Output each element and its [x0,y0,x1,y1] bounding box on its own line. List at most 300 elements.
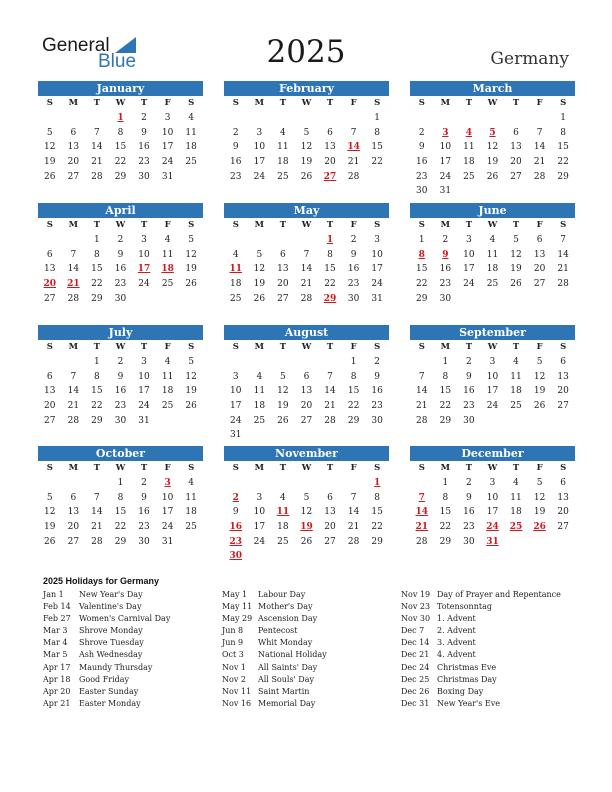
day-cell: 19 [277,401,289,412]
weekday-label: S [418,342,425,352]
day-cell: 10 [463,249,475,260]
day-cell: 14 [300,264,313,275]
weekday-label: M [254,463,265,473]
holiday-date: Mar 4 [43,638,68,648]
empty-day-cell [457,111,481,126]
weekday-label: T [512,342,520,352]
weekday-label: S [232,342,239,352]
day-cell: 10 [486,371,499,382]
holiday-name: National Holiday [258,650,327,660]
day-cell: 28 [347,171,360,182]
day-cell: 1 [560,113,567,123]
day-cell: 4 [256,371,263,382]
holiday-day-cell: 3 [442,127,449,138]
day-cell: 12 [300,507,313,518]
day-cell: 23 [138,522,150,533]
day-cell: 10 [253,142,266,153]
month-april [38,203,203,306]
day-cell: 15 [371,142,383,153]
day-cell: 19 [533,507,546,518]
day-cell: 2 [117,235,124,245]
day-cell: 8 [374,492,381,503]
day-cell: 6 [70,492,77,503]
day-cell: 20 [300,401,313,412]
day-cell: 5 [188,357,195,367]
holiday-entry [401,663,561,675]
day-cell: 5 [303,127,310,138]
day-cell: 24 [161,157,174,168]
weekday-label: S [188,98,195,108]
day-cell: 31 [371,293,383,304]
weekday-label: T [512,98,520,108]
day-cell: 27 [557,401,569,412]
day-cell: 23 [416,171,428,182]
weekday-label: S [232,98,239,108]
holiday-day-cell: 16 [229,522,243,533]
day-cell: 15 [114,142,127,153]
weekday-label: S [374,463,381,473]
month-days-grid [38,96,203,184]
day-cell: 27 [44,415,56,426]
empty-day-cell [224,111,248,126]
holiday-entry [222,590,327,602]
month-days-grid [410,340,575,428]
day-cell: 10 [439,142,452,153]
day-cell: 20 [533,264,546,275]
holiday-entry [43,663,170,675]
holiday-name: Valentine's Day [79,602,142,612]
day-cell: 4 [280,127,286,138]
month-header: November [224,446,389,461]
holiday-entry [401,614,561,626]
day-cell: 29 [439,536,452,547]
day-cell: 10 [371,249,383,260]
month-november [224,446,389,564]
weekday-label: F [536,220,543,230]
day-cell: 8 [94,249,100,260]
weekday-label: T [326,342,334,352]
day-cell: 21 [557,264,569,275]
day-cell: 26 [44,536,56,547]
empty-day-cell [295,476,319,491]
day-cell: 29 [439,415,452,426]
day-cell: 31 [161,171,174,182]
day-cell: 18 [185,507,197,518]
weekday-label: W [487,98,498,108]
day-cell: 12 [533,492,546,503]
day-cell: 4 [513,478,519,488]
empty-day-cell [248,355,272,370]
weekday-label: M [254,98,265,108]
empty-day-cell [504,111,528,126]
day-cell: 20 [67,157,80,168]
holiday-day-cell: 19 [300,522,313,533]
day-cell: 21 [416,401,428,412]
day-cell: 10 [138,371,150,382]
day-cell: 15 [347,386,360,397]
holiday-date: Dec 21 [401,650,430,660]
empty-day-cell [248,233,272,248]
month-july [38,325,203,428]
day-cell: 25 [463,171,475,182]
month-march [410,81,575,199]
weekday-label: M [254,342,265,352]
month-header: February [224,81,389,96]
month-days-grid [38,340,203,428]
day-cell: 5 [46,127,53,138]
holiday-column [401,590,561,711]
day-cell: 24 [253,536,266,547]
day-cell: 25 [230,293,242,304]
day-cell: 7 [418,371,425,382]
day-cell: 25 [161,401,174,412]
holiday-entry [43,638,170,650]
holiday-date: Nov 11 [222,686,252,696]
weekday-label: W [487,463,498,473]
day-cell: 30 [439,293,452,304]
day-cell: 3 [489,478,496,488]
day-cell: 7 [536,127,543,138]
holiday-date: May 1 [222,590,248,599]
day-cell: 14 [533,142,546,153]
day-cell: 8 [350,371,357,382]
holiday-day-cell: 1 [326,235,334,245]
holiday-name: Labour Day [258,590,306,599]
day-cell: 2 [141,113,147,123]
holiday-date: Mar 5 [43,650,68,660]
day-cell: 7 [94,492,100,503]
holiday-date: Apr 21 [43,698,71,708]
day-cell: 9 [232,507,239,518]
holiday-name: New Year's Eve [437,698,500,708]
holiday-date: Apr 18 [43,674,71,684]
day-cell: 11 [161,249,174,260]
day-cell: 18 [277,157,289,168]
weekday-label: W [115,220,126,230]
day-cell: 26 [486,171,499,182]
weekday-label: S [188,342,195,352]
day-cell: 22 [91,279,103,290]
day-cell: 2 [232,127,239,138]
day-cell: 3 [466,235,472,245]
day-cell: 1 [350,357,357,367]
day-cell: 16 [463,507,475,518]
empty-day-cell [271,355,295,370]
empty-day-cell [410,476,434,491]
day-cell: 5 [280,371,286,382]
day-cell: 13 [557,371,569,382]
month-october [38,446,203,549]
month-header: October [38,446,203,461]
day-cell: 6 [280,249,286,260]
day-cell: 23 [230,171,242,182]
day-cell: 18 [277,522,289,533]
weekday-label: T [140,98,148,108]
holiday-name: Easter Sunday [79,686,139,696]
holiday-entry [43,614,170,626]
day-cell: 12 [185,249,197,260]
weekday-label: F [350,98,357,108]
empty-day-cell [62,476,86,491]
day-cell: 4 [188,478,195,488]
holiday-day-cell: 26 [533,522,546,533]
day-cell: 1 [442,357,449,367]
holiday-date: Dec 7 [401,626,425,636]
weekday-label: T [140,342,148,352]
day-cell: 15 [114,507,127,518]
day-cell: 19 [486,157,499,168]
weekday-label: S [232,463,239,473]
day-cell: 4 [489,235,496,245]
day-cell: 27 [510,171,522,182]
day-cell: 26 [510,279,522,290]
weekday-label: F [164,220,171,230]
holiday-entry [43,590,170,602]
holiday-entry [43,650,170,662]
day-cell: 26 [185,279,197,290]
day-cell: 16 [416,157,428,168]
weekday-label: W [115,98,126,108]
weekday-label: S [232,220,239,230]
weekday-label: M [254,220,265,230]
day-cell: 31 [161,536,174,547]
day-cell: 24 [138,401,150,412]
holiday-name: 3. Advent [437,638,476,648]
day-cell: 21 [533,157,546,168]
day-cell: 17 [371,264,383,275]
day-cell: 23 [463,401,475,412]
weekday-label: T [279,342,287,352]
day-cell: 8 [327,249,333,260]
holiday-day-cell: 14 [347,142,360,153]
day-cell: 25 [185,522,197,533]
day-cell: 9 [466,371,472,382]
holiday-date: Nov 1 [222,662,246,672]
holiday-day-cell: 31 [486,536,499,547]
weekday-label: T [93,98,101,108]
day-cell: 8 [94,371,100,382]
day-cell: 16 [114,386,127,397]
day-cell: 8 [442,492,449,503]
holiday-entry [222,638,327,650]
holiday-entry [222,675,327,687]
weekday-label: S [418,463,425,473]
day-cell: 5 [256,249,263,260]
day-cell: 12 [300,142,313,153]
empty-day-cell [295,233,319,248]
weekday-label: F [536,463,543,473]
day-cell: 14 [347,507,360,518]
day-cell: 31 [138,415,150,426]
holiday-name: 4. Advent [437,650,476,660]
weekday-label: M [440,220,451,230]
day-cell: 11 [463,142,475,153]
empty-day-cell [85,476,109,491]
day-cell: 22 [371,157,383,168]
holiday-day-cell: 9 [442,249,449,260]
day-cell: 3 [489,357,496,367]
day-cell: 11 [277,142,289,153]
holiday-name: 2. Advent [437,626,476,636]
day-cell: 23 [347,279,360,290]
day-cell: 31 [230,430,242,441]
weekday-label: W [115,463,126,473]
day-cell: 25 [277,536,289,547]
month-february [224,81,389,184]
holiday-date: Nov 2 [222,674,246,684]
empty-day-cell [271,233,295,248]
day-cell: 27 [557,522,569,533]
day-cell: 20 [510,157,522,168]
day-cell: 29 [371,536,383,547]
day-cell: 20 [324,522,336,533]
day-cell: 5 [536,357,543,367]
holiday-day-cell: 30 [229,551,243,562]
day-cell: 16 [138,507,150,518]
day-cell: 23 [114,401,127,412]
day-cell: 21 [67,401,80,412]
day-cell: 20 [277,279,289,290]
holiday-entry [222,614,327,626]
day-cell: 3 [164,113,171,123]
month-header: September [410,325,575,340]
day-cell: 17 [138,386,150,397]
empty-day-cell [224,476,248,491]
empty-day-cell [38,233,62,248]
holiday-date: Jan 1 [43,590,64,599]
day-cell: 9 [141,127,147,138]
weekday-label: T [512,220,520,230]
month-header: August [224,325,389,340]
day-cell: 15 [91,386,103,397]
day-cell: 12 [44,507,56,518]
day-cell: 25 [185,157,197,168]
month-header: March [410,81,575,96]
day-cell: 1 [117,478,124,488]
day-cell: 5 [513,235,519,245]
holiday-day-cell: 18 [161,264,174,275]
day-cell: 2 [442,235,449,245]
holiday-day-cell: 21 [67,279,80,290]
holiday-date: Feb 14 [43,602,71,612]
day-cell: 13 [557,492,569,503]
holiday-entry [401,602,561,614]
holiday-day-cell: 20 [43,279,57,290]
weekday-label: T [326,98,334,108]
day-cell: 12 [185,371,197,382]
holiday-name: Day of Prayer and Repentance [437,590,561,599]
day-cell: 16 [138,142,150,153]
day-cell: 27 [324,536,336,547]
holiday-day-cell: 3 [164,478,171,488]
day-cell: 3 [232,371,239,382]
day-cell: 15 [439,507,452,518]
day-cell: 2 [141,478,147,488]
day-cell: 1 [418,235,425,245]
day-cell: 24 [138,279,150,290]
holiday-name: Easter Monday [79,698,141,708]
day-cell: 15 [371,507,383,518]
holiday-name: Mother's Day [258,602,313,612]
weekday-label: M [440,342,451,352]
weekday-label: W [301,342,312,352]
day-cell: 30 [114,293,127,304]
holiday-date: Dec 14 [401,638,430,648]
day-cell: 13 [44,386,56,397]
day-cell: 22 [439,522,452,533]
day-cell: 13 [533,249,546,260]
holiday-day-cell: 25 [509,522,523,533]
holiday-date: Nov 30 [401,614,431,624]
empty-day-cell [248,111,272,126]
day-cell: 26 [533,401,546,412]
day-cell: 8 [117,127,124,138]
weekday-label: F [350,220,357,230]
day-cell: 11 [253,386,266,397]
empty-day-cell [481,111,505,126]
holiday-name: Whit Monday [258,638,313,648]
empty-day-cell [62,111,86,126]
weekday-label: F [536,342,543,352]
day-cell: 23 [371,401,383,412]
weekday-label: M [68,342,79,352]
day-cell: 7 [70,371,77,382]
holiday-day-cell: 5 [489,127,496,138]
holiday-column [222,590,327,711]
month-days-grid [38,218,203,306]
holiday-date: Dec 25 [401,674,430,684]
holiday-entry [43,675,170,687]
day-cell: 28 [91,171,103,182]
day-cell: 3 [256,127,263,138]
day-cell: 12 [253,264,266,275]
day-cell: 3 [141,235,147,245]
day-cell: 6 [46,371,53,382]
day-cell: 21 [91,522,103,533]
day-cell: 1 [442,478,449,488]
weekday-label: T [140,463,148,473]
day-cell: 27 [277,293,289,304]
day-cell: 21 [324,401,336,412]
day-cell: 7 [560,235,567,245]
day-cell: 9 [466,492,472,503]
day-cell: 25 [510,401,522,412]
holiday-date: Mar 3 [43,626,68,636]
day-cell: 15 [557,142,569,153]
day-cell: 14 [416,386,428,397]
day-cell: 30 [371,415,383,426]
day-cell: 18 [510,507,522,518]
day-cell: 7 [70,249,77,260]
month-august [224,325,389,443]
day-cell: 22 [91,401,103,412]
day-cell: 29 [416,293,428,304]
weekday-label: M [440,98,451,108]
day-cell: 11 [510,371,522,382]
weekday-label: F [536,98,543,108]
day-cell: 30 [347,293,360,304]
holiday-day-cell: 1 [117,113,124,123]
day-cell: 26 [300,536,313,547]
day-cell: 22 [371,522,383,533]
day-cell: 4 [164,235,171,245]
holiday-name: Totensonntag [437,602,492,612]
weekday-label: T [465,463,473,473]
day-cell: 17 [486,507,499,518]
day-cell: 6 [46,249,53,260]
day-cell: 29 [347,415,360,426]
day-cell: 21 [300,279,313,290]
